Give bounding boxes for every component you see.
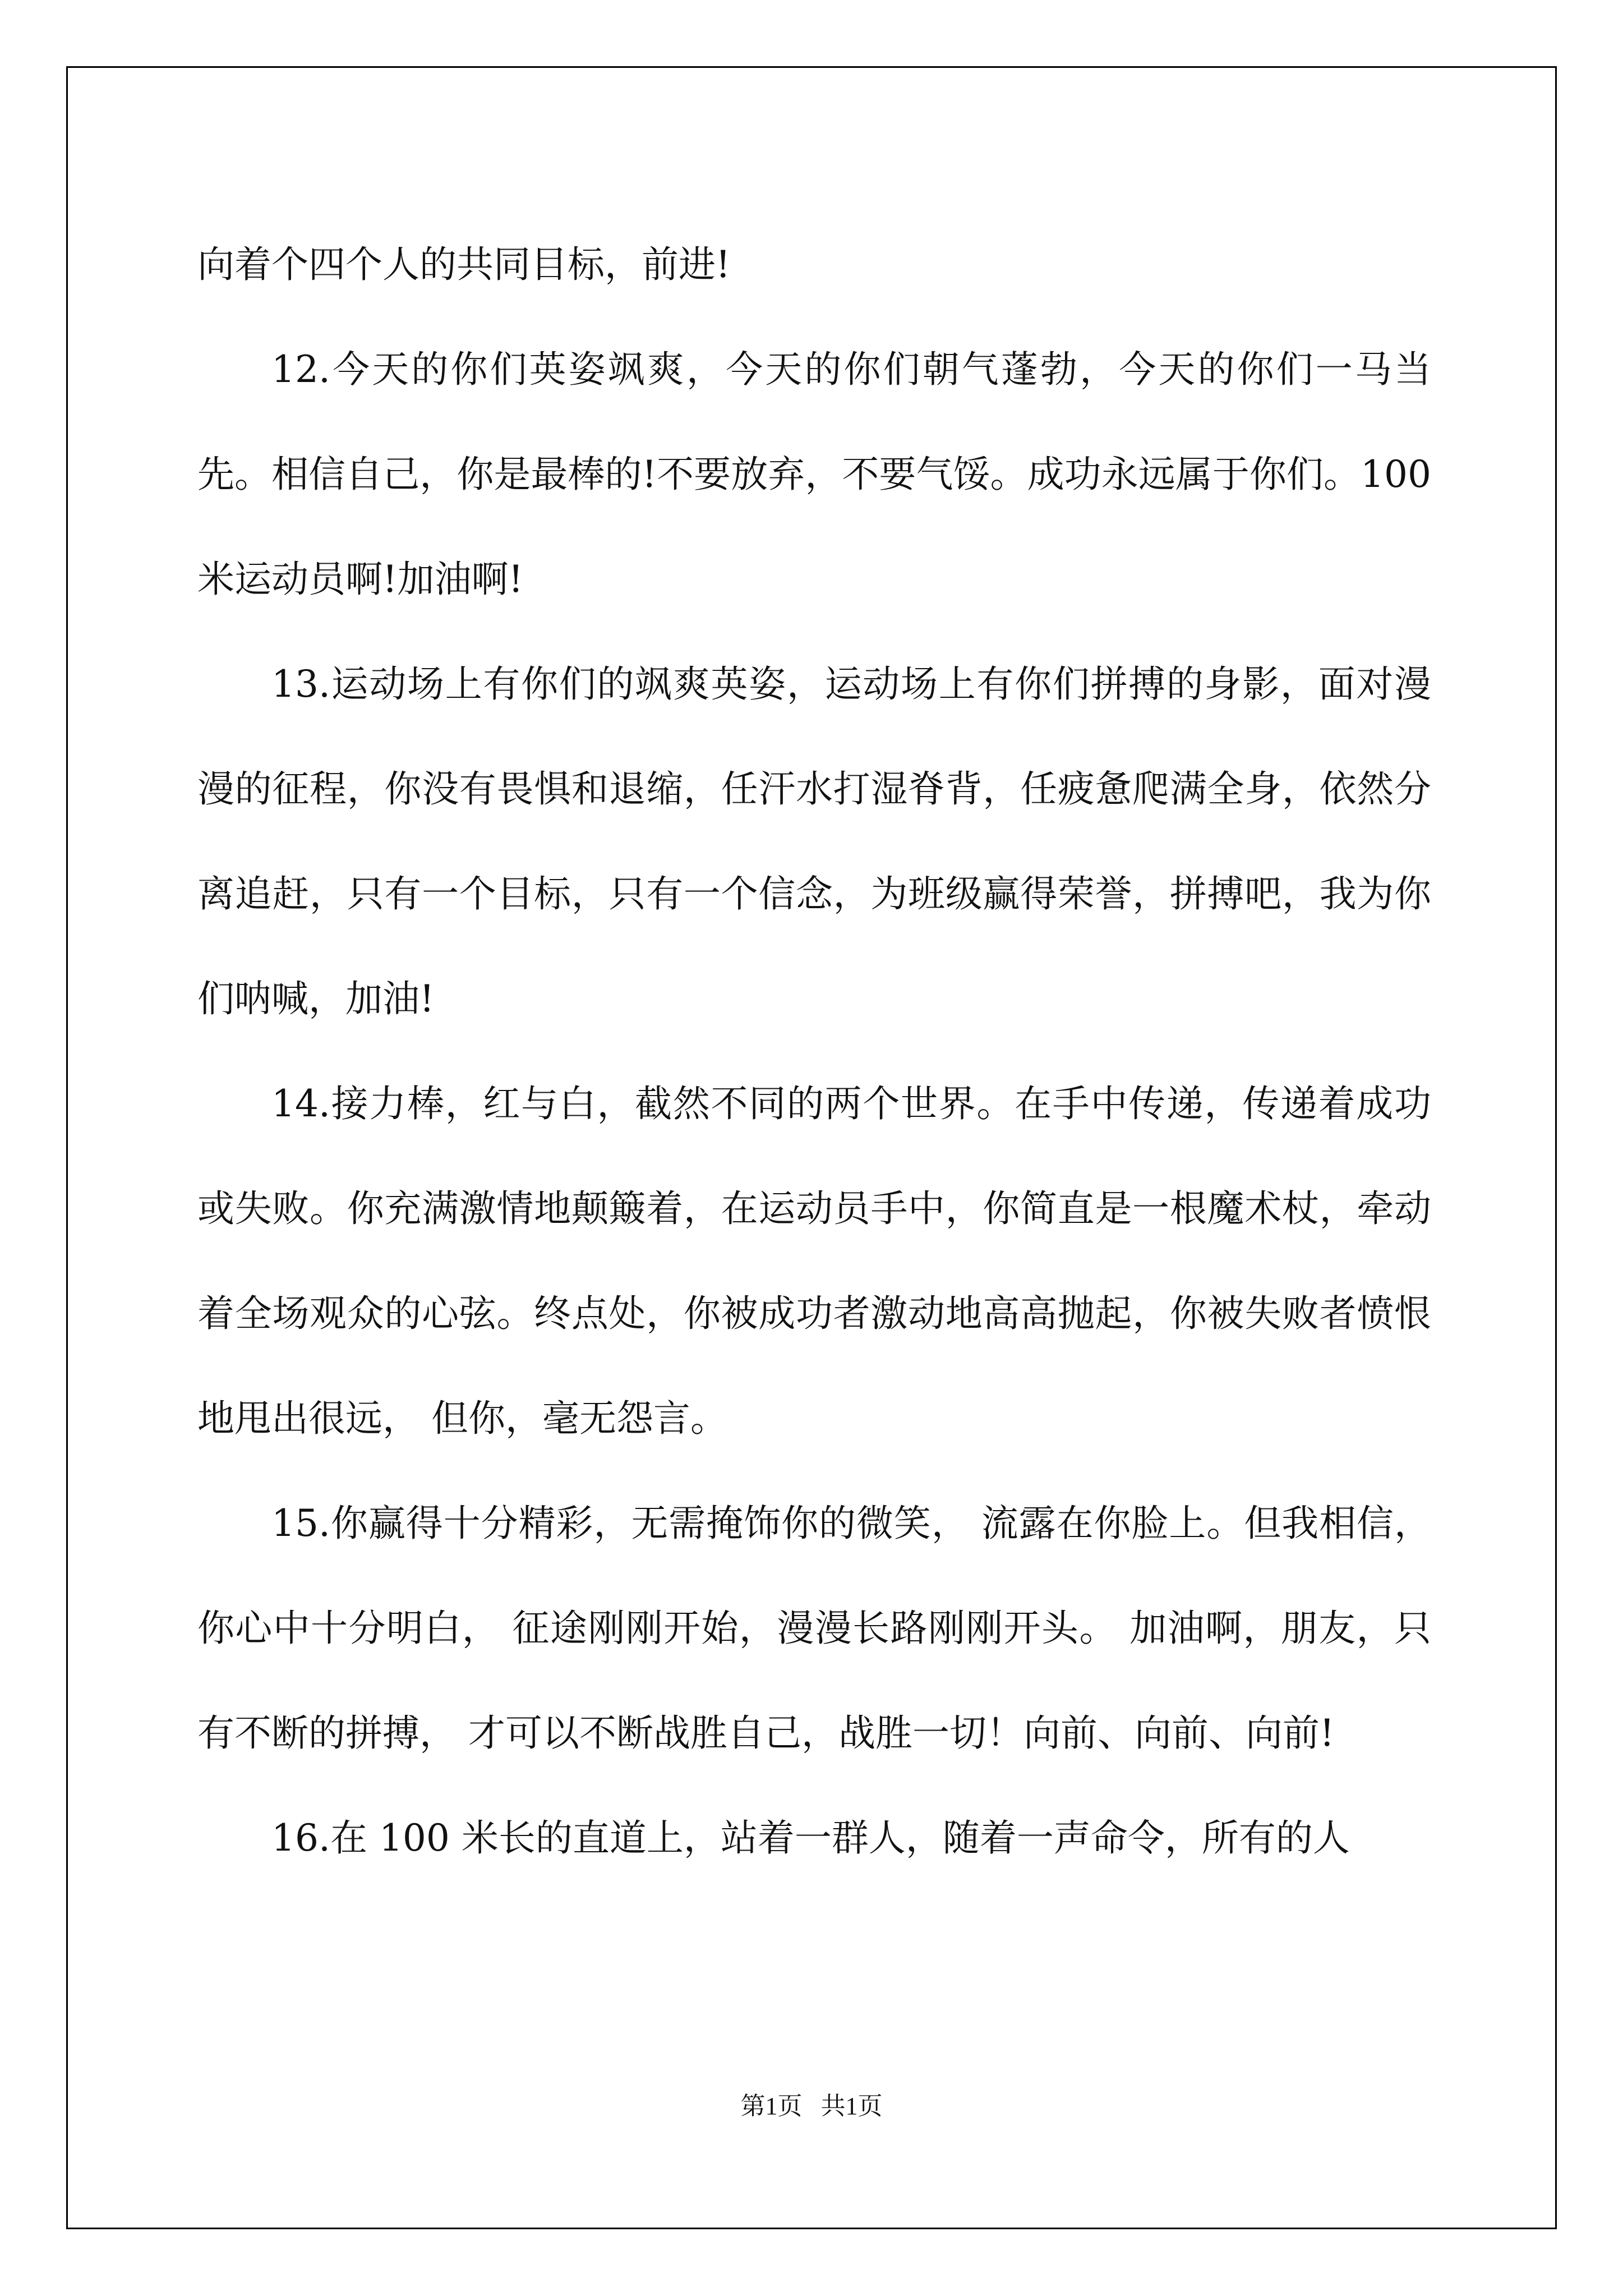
paragraph-16: 16.在 100 米长的直道上，站着一群人，随着一声命令，所有的人 <box>271 1816 1350 1860</box>
paragraph-12: 12.今天的你们英姿飒爽，今天的你们朝气蓬勃，今天的你们一马当先。相信自己，你是最棒的!不要放弃，不要气馁。成功永远属于你们。100 米运动员啊!加油啊! <box>197 348 1431 601</box>
paragraph-15: 15.你赢得十分精彩，无需掩饰你的微笑， 流露在你脸上。但我相信，你心中十分明白， 征途刚刚开始，漫漫长路刚刚开头。 加油啊，朋友，只有不断的拼搏， 才可以不断战胜自己，战胜一切！向前、向前、向前! <box>197 1502 1431 1755</box>
paragraph-13: 13.运动场上有你们的飒爽英姿，运动场上有你们拼搏的身影，面对漫漫的征程，你没有畏惧和退缩，任汗水打湿脊背，任疲惫爬满全身，依然分离追赶，只有一个目标，只有一个信念，为班级赢得荣誉，拼搏吧，我为你们呐喊，加油! <box>197 662 1431 1020</box>
page-number-footer: 第1页 共1页 <box>740 2092 883 2120</box>
paragraph-continuation: 向着个四个人的共同目标，前进! <box>197 243 731 286</box>
paragraph-14: 14.接力棒，红与白，截然不同的两个世界。在手中传递，传递着成功或失败。你充满激情地颠簸着，在运动员手中，你简直是一根魔术杖，牵动着全场观众的心弦。终点处，你被成功者激动地高高抛起，你被失败者愤恨地甩出很远， 但你，毫无怨言。 <box>197 1082 1431 1440</box>
document-body <box>197 212 1431 1890</box>
